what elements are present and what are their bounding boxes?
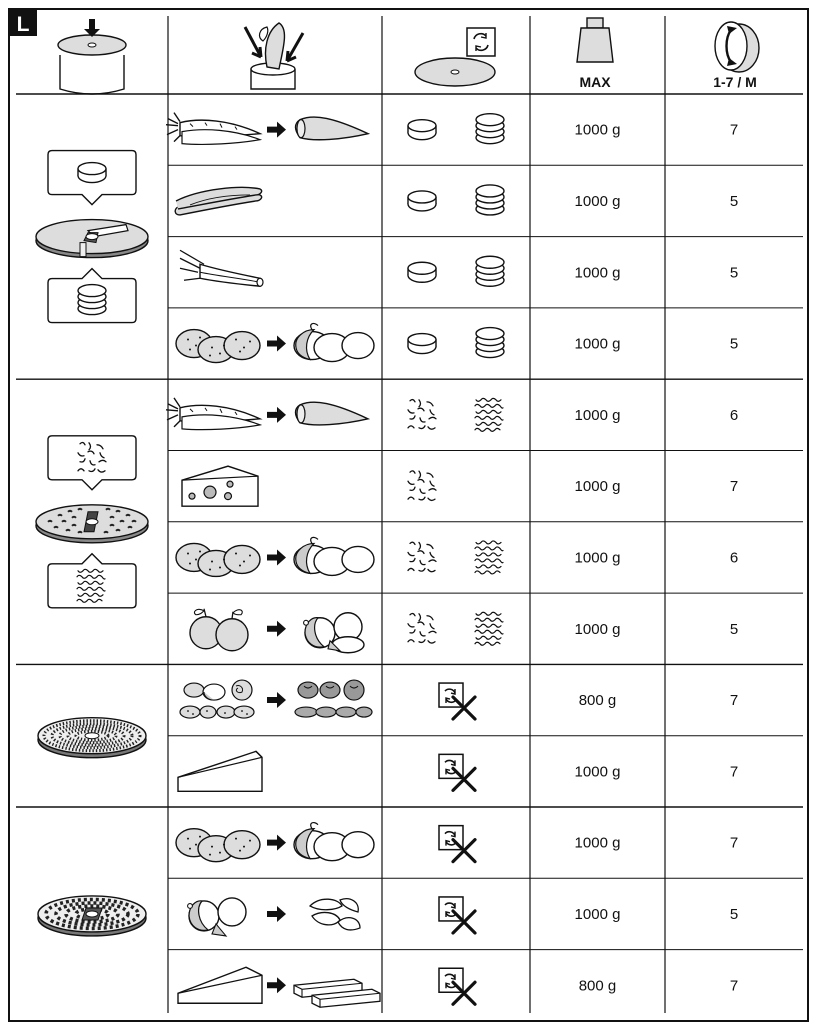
section-badge <box>9 9 37 36</box>
thin-cut-icon <box>408 334 436 354</box>
coarse-cut-icon <box>408 542 436 572</box>
speed-setting: 5 <box>729 335 739 353</box>
table-row <box>166 113 738 145</box>
apples-icon <box>190 609 248 651</box>
weight-icon <box>577 18 613 62</box>
speed-setting: 5 <box>729 264 739 282</box>
thin-cut-icon <box>408 120 436 140</box>
speed-setting: 6 <box>729 549 739 567</box>
leek-icon <box>180 250 263 286</box>
fine-cut-icon <box>475 398 503 431</box>
not-reversible-icon <box>439 826 475 862</box>
thick-cut-icon <box>476 114 504 144</box>
arrow-icon <box>267 906 286 922</box>
max-quantity: 1000 g <box>574 549 621 567</box>
table-row <box>188 897 739 936</box>
bubble-bottom-icon <box>48 554 136 608</box>
bubble-top-icon <box>48 436 136 490</box>
peeled-potatoes-icon <box>294 323 374 361</box>
table-row <box>180 250 738 286</box>
bubble-bottom-cut-icon <box>78 285 106 315</box>
max-quantity: 800 g <box>578 977 617 995</box>
shelled-nuts-icon <box>295 680 372 717</box>
cucumber-icon <box>175 187 261 215</box>
fine-grating-disc-icon <box>38 718 146 758</box>
section-letter: L <box>16 13 30 36</box>
apples-peeled-icon <box>188 898 246 936</box>
max-quantity: 1000 g <box>574 834 621 852</box>
food-feed-icon <box>245 23 303 89</box>
table-row <box>178 967 738 1007</box>
potatoes-icon <box>176 543 260 576</box>
speed-setting: 7 <box>729 478 739 496</box>
speed-setting: 7 <box>729 692 739 710</box>
arrow-icon <box>267 835 286 851</box>
reversible-shredding-disc-icon <box>36 505 148 543</box>
arrow-icon <box>267 977 286 993</box>
max-quantity: 1000 g <box>574 763 621 781</box>
max-quantity: 1000 g <box>574 264 621 282</box>
fine-cut-icon <box>475 612 503 645</box>
speed-setting: 5 <box>729 620 739 638</box>
max-quantity: 1000 g <box>574 478 621 496</box>
not-reversible-icon <box>439 897 475 933</box>
coarse-cut-icon <box>408 400 436 430</box>
potatoes-icon <box>176 829 260 862</box>
max-quantity: 1000 g <box>574 121 621 139</box>
thin-cut-icon <box>408 262 436 282</box>
speed-setting: 7 <box>729 121 739 139</box>
table-row <box>180 680 738 719</box>
coarse-cut-icon <box>408 471 436 501</box>
arrow-icon <box>267 621 286 637</box>
peeled-potatoes-icon <box>294 823 374 861</box>
table-row <box>182 466 738 506</box>
max-quantity: 1000 g <box>574 192 621 210</box>
table-row <box>178 751 738 791</box>
max-quantity: 800 g <box>578 692 617 710</box>
carrot-cut-icon <box>296 402 369 425</box>
not-reversible-icon <box>439 683 475 719</box>
coarse-cut-icon <box>408 613 436 643</box>
potato-grating-disc-icon <box>38 896 146 936</box>
peeled-apples-icon <box>304 613 364 653</box>
table-row <box>176 323 738 362</box>
cheese-wedge-icon <box>178 967 262 1003</box>
arrow-icon <box>267 407 286 423</box>
speed-setting: 7 <box>729 834 739 852</box>
speed-setting: 7 <box>729 763 739 781</box>
speed-dial-icon <box>715 22 759 72</box>
hard-cheese-icon <box>178 751 262 791</box>
arrow-icon <box>267 122 286 138</box>
arrow-icon <box>267 336 286 352</box>
max-quantity: 1000 g <box>574 620 621 638</box>
nuts-icon <box>180 680 254 718</box>
thin-cut-icon <box>408 191 436 211</box>
carrot-cut-icon <box>296 117 369 140</box>
thick-cut-icon <box>476 256 504 286</box>
max-quantity: 1000 g <box>574 335 621 353</box>
thick-cut-icon <box>476 185 504 215</box>
speed-setting: 6 <box>729 406 739 424</box>
disc-group <box>38 823 738 1008</box>
reversible-slicing-disc-icon <box>36 220 148 258</box>
disc-group <box>36 113 738 363</box>
table-row <box>176 823 738 862</box>
reversible-disc-icon <box>415 28 495 86</box>
arrow-icon <box>267 549 286 565</box>
cheese-sticks-icon <box>294 979 380 1007</box>
potatoes-icon <box>176 330 260 363</box>
table-body <box>36 113 738 1008</box>
thick-cut-icon <box>476 328 504 358</box>
table-row <box>166 398 738 432</box>
carrot-icon <box>166 113 260 145</box>
bubble-top-cut-icon <box>78 163 106 183</box>
max-load-label: MAX <box>579 74 611 90</box>
speed-setting: 7 <box>729 977 739 995</box>
not-reversible-icon <box>439 754 475 790</box>
table-row <box>176 537 738 576</box>
max-quantity: 1000 g <box>574 406 621 424</box>
disc-insert-icon <box>58 19 126 94</box>
fine-cut-icon <box>475 541 503 574</box>
speed-setting: 5 <box>729 192 739 210</box>
arrow-icon <box>267 692 286 708</box>
peeled-potatoes-icon <box>294 537 374 575</box>
max-quantity: 1000 g <box>574 905 621 923</box>
speed-range-label: 1-7 / M <box>713 74 757 90</box>
disc-group <box>36 398 738 653</box>
table-row <box>175 185 738 215</box>
carrot-icon <box>166 398 260 430</box>
speed-setting: 5 <box>729 905 739 923</box>
cheese-icon <box>182 466 258 506</box>
not-reversible-icon <box>439 968 475 1004</box>
apple-pieces-icon <box>310 899 360 930</box>
table-row <box>190 609 738 653</box>
